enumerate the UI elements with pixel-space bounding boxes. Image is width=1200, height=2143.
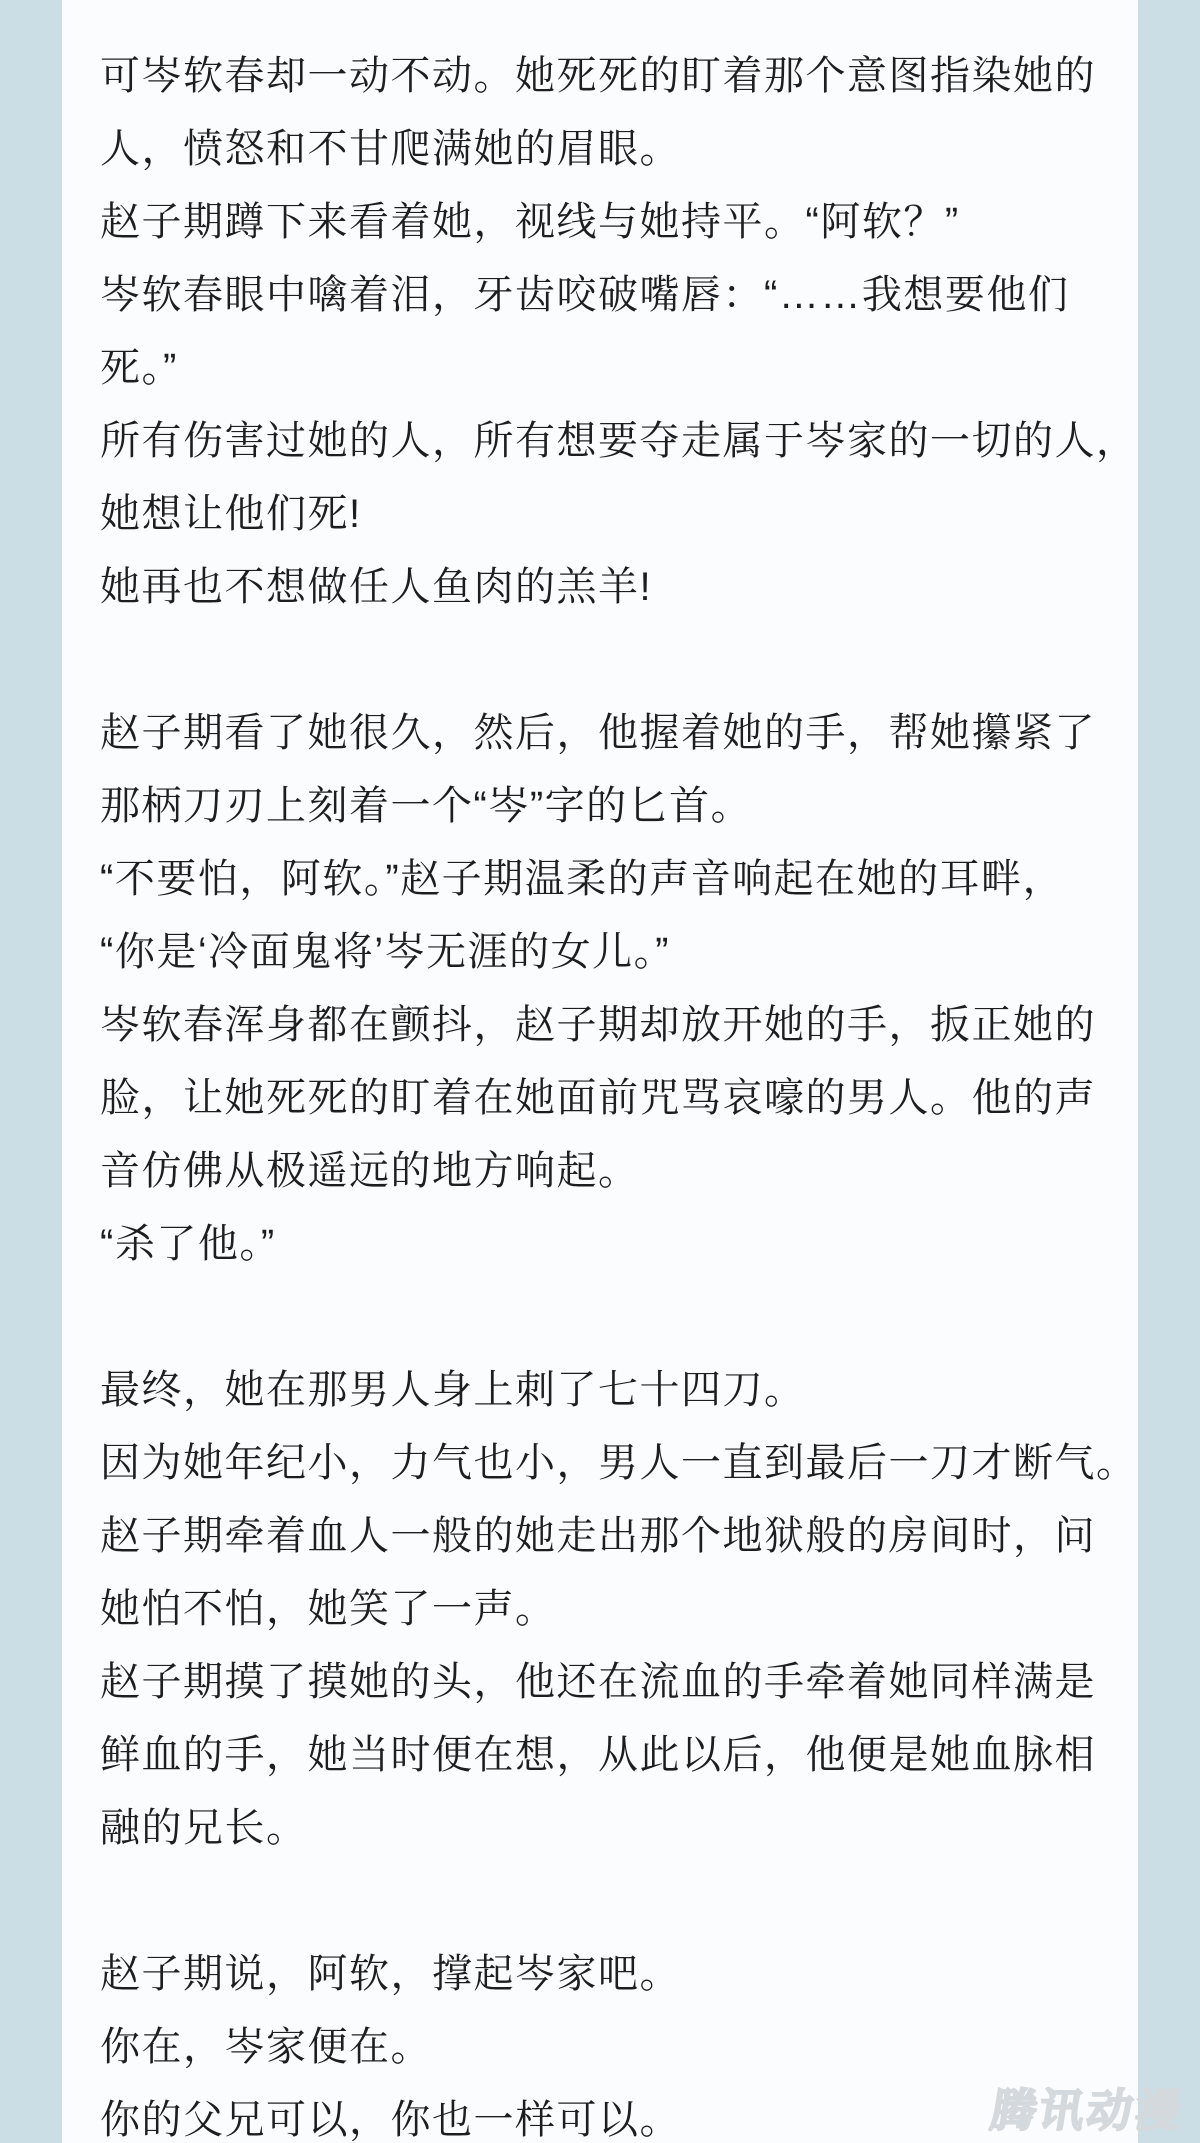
blank-line xyxy=(100,624,1104,697)
text-line: 岑软春眼中噙着泪，牙齿咬破嘴唇：“……我想要他们 xyxy=(100,273,1070,317)
text-line: 那柄刀刃上刻着一个“岑”字的匕首。 xyxy=(100,784,753,828)
left-margin xyxy=(0,0,62,2143)
text-line: 她怕不怕，她笑了一声。 xyxy=(100,1587,557,1631)
text-line: 人，愤怒和不甘爬满她的眉眼。 xyxy=(100,127,681,171)
blank-line xyxy=(100,1865,1104,1938)
right-margin xyxy=(1138,0,1200,2143)
text-line: 死。” xyxy=(100,346,178,390)
text-line: 可岑软春却一动不动。她死死的盯着那个意图指染她的 xyxy=(100,54,1096,98)
text-line: 赵子期说，阿软，撑起岑家吧。 xyxy=(100,1952,681,1996)
text-line: 融的兄长。 xyxy=(100,1806,308,1850)
text-line: 因为她年纪小，力气也小，男人一直到最后一刀才断气。 xyxy=(100,1441,1138,1485)
tencent-comics-watermark: 腾讯动漫 xyxy=(987,2085,1188,2136)
text-line: 她想让他们死! xyxy=(100,492,362,536)
text-line: 赵子期摸了摸她的头，他还在流血的手牵着她同样满是 xyxy=(100,1660,1096,1704)
text-line: “不要怕，阿软。”赵子期温柔的声音响起在她的耳畔， xyxy=(100,857,1065,901)
text-line: 脸，让她死死的盯着在她面前咒骂哀嚎的男人。他的声 xyxy=(100,1076,1096,1120)
text-line: 鲜血的手，她当时便在想，从此以后，他便是她血脉相 xyxy=(100,1733,1096,1777)
text-line: 你在，岑家便在。 xyxy=(100,2025,432,2069)
text-line: 你的父兄可以，你也一样可以。 xyxy=(100,2098,681,2142)
blank-line xyxy=(100,1281,1104,1354)
text-line: 赵子期牵着血人一般的她走出那个地狱般的房间时，问 xyxy=(100,1514,1096,1558)
novel-text-content xyxy=(62,0,1138,2143)
text-line: 岑软春浑身都在颤抖，赵子期却放开她的手，扳正她的 xyxy=(100,1003,1096,1047)
text-line: 她再也不想做任人鱼肉的羔羊! xyxy=(100,565,653,609)
text-line: “杀了他。” xyxy=(100,1222,276,1266)
text-line: 最终，她在那男人身上刺了七十四刀。 xyxy=(100,1368,806,1412)
text-line: 赵子期看了她很久，然后，他握着她的手，帮她攥紧了 xyxy=(100,711,1096,755)
text-line: 赵子期蹲下来看着她，视线与她持平。“阿软？” xyxy=(100,200,960,244)
text-line: “你是‘冷面鬼将’岑无涯的女儿。” xyxy=(100,930,670,974)
text-line: 所有伤害过她的人，所有想要夺走属于岑家的一切的人， xyxy=(100,419,1138,463)
text-line: 音仿佛从极遥远的地方响起。 xyxy=(100,1149,640,1193)
